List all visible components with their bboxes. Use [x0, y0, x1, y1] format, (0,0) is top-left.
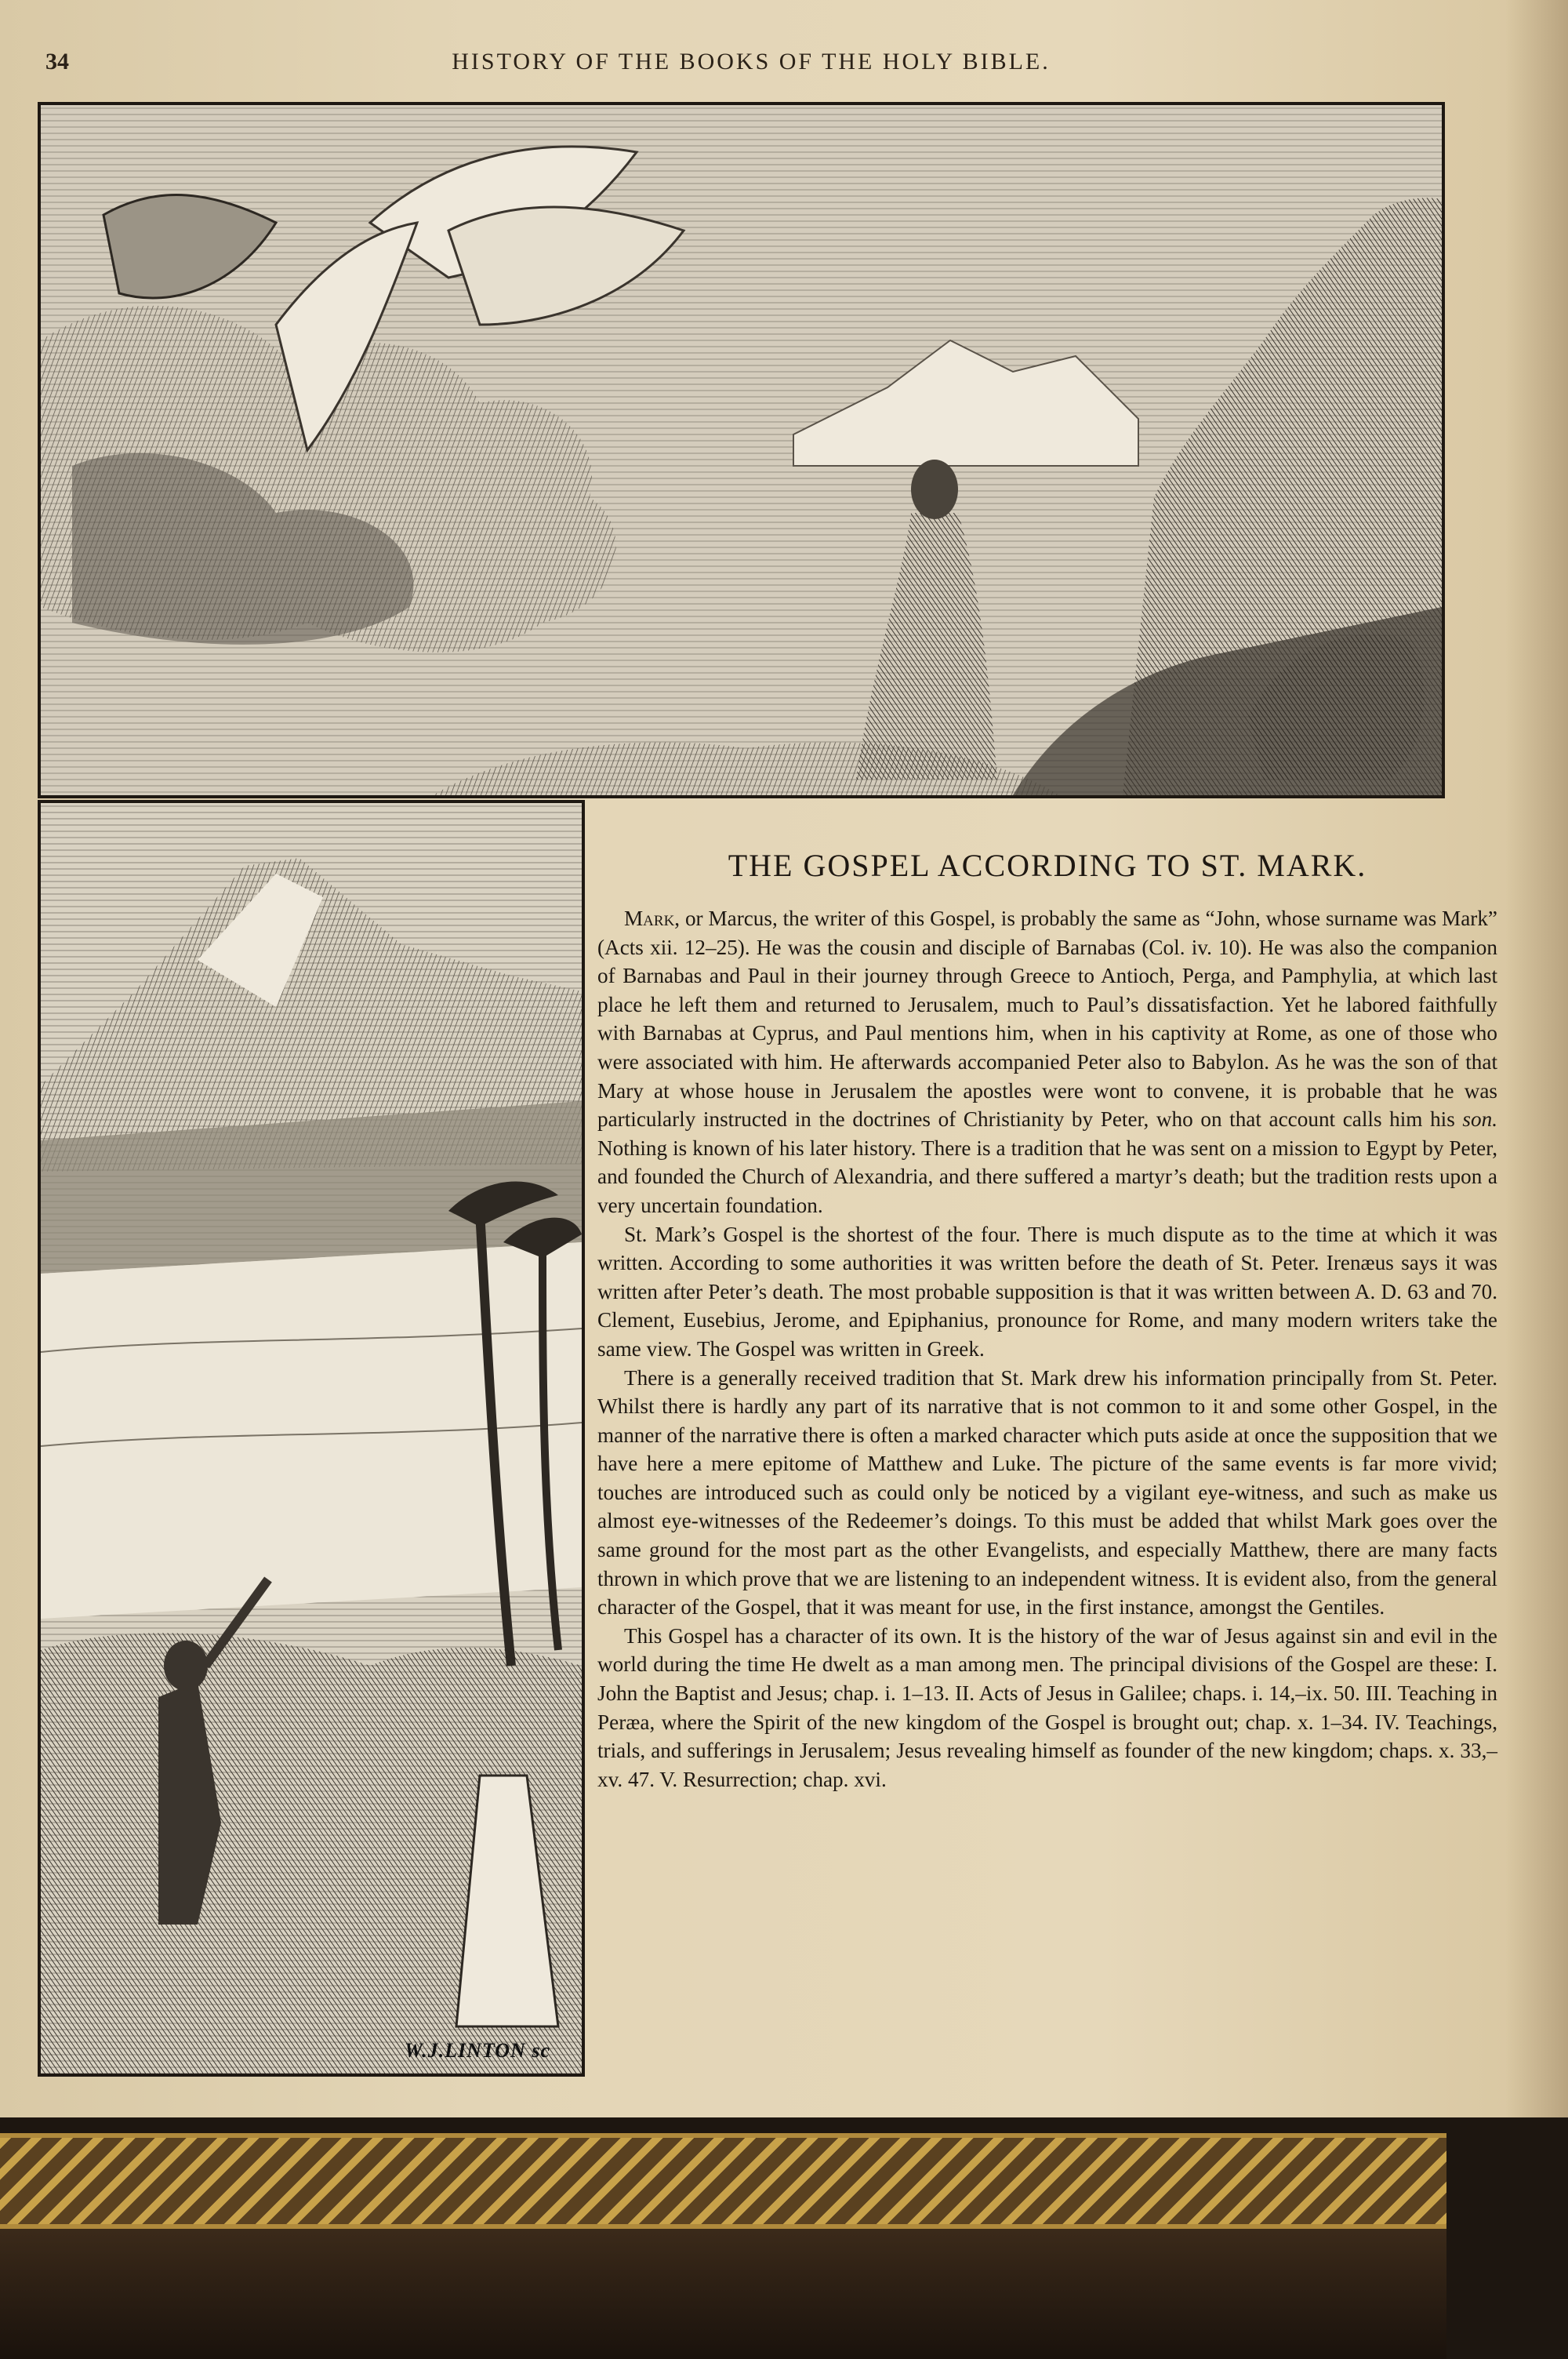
- article-column: [597, 847, 1497, 2055]
- engraver-signature: W.J.LINTON sc: [404, 2039, 550, 2062]
- running-head: [38, 49, 1465, 80]
- top-engraving: [38, 102, 1445, 798]
- page-number: 34: [45, 49, 69, 75]
- engraving-lake-preaching-icon: [41, 803, 582, 2074]
- left-engraving: [38, 800, 585, 2077]
- running-head-title: HISTORY OF THE BOOKS OF THE HOLY BIBLE.: [452, 49, 1051, 75]
- paragraph-4: This Gospel has a character of its own. It is the history of the war of Jesus against sin and evil in the world during the time He dwelt as a man among men. The principal divisions of the Gospel are these: I. John the Baptist and Jesus; chap. i. 1–13. II. Acts of Jesus in Galilee; chaps. i. 14,–ix. 50. III. Teaching in Peræa, where the Spirit of the new kingdom of the Gospel is brought out; chap. x. 1–34. IV. Teachings, trials, and sufferings in Jerusalem; Jesus revealing himself as founder of the new kingdom; chaps. x. 33,–xv. 47. V. Resurrection; chap. xvi.: [597, 1623, 1497, 1791]
- paragraph-2: St. Mark’s Gospel is the shortest of the four. There is much dispute as to the time at which it was written. According to some authorities it was written before the death of St. Peter. Irenæus says it was written after Peter’s death. The most probable supposition is that it was written between A. D. 63 and 70. Clement, Eusebius, Jerome, and Epiphanius, pronounce for Rome, and many modern writers take the same view. The Gospel was written in Greek.: [597, 1222, 1497, 1361]
- paragraph-3: There is a generally received tradition that St. Mark drew his information principally from St. Peter. Whilst there is hardly any part of its narrative that is not common to it and some other Gospel, in the manner of the narrative there is often a marked character which puts aside at once the supposition that we have here a mere epitome of Matthew and Luke. The picture of the same events is far more vivid; touches are introduced such as could only be noticed by a vigilant eye-witness, and such as make us almost eye-witnesses of the Redeemer’s doings. To this must be added that whilst Mark goes over the same ground for the most part as the other Evangelists, and especially Matthew, there are many facts thrown in which prove that we are listening to an independent witness. It is evident also, from the general character of the Gospel, that it was meant for use, in the first instance, amongst the Gentiles.: [597, 1365, 1497, 1619]
- dropcap-lead: Mark: [624, 907, 675, 930]
- paragraph-1: Mark, or Marcus, the writer of this Gospel, is probably the same as “John, whose surname was Mark” (Acts xii. 12–25). He was the cousin and disciple of Barnabas (Col. iv. 10). He was also the companion of Barnabas and Paul in their journey through Greece to Antioch, Perga, and Pamphylia, at which last place he left them and returned to Jerusalem, much to Paul’s dissatisfaction. Yet he labored faithfully with Barnabas at Cyprus, and Paul mentions him, when in his captivity at Rome, as one of those who were associated with him. He afterwards accompanied Peter also to Babylon. As he was the son of that Mary at whose house in Jerusalem the apostles were wont to convene, it is probable that he was particularly instructed in the doctrines of Christianity by Peter, who on that account calls him his son. Nothing is known of his later history. There is a tradition that he was sent on a mission to Egypt by Peter, and founded the Church of Alexandria, and there suffered a martyr’s death; but the tradition rests upon a very uncertain foundation.: [597, 907, 1497, 1217]
- gilt-border-band: [0, 2133, 1446, 2229]
- article-title: THE GOSPEL ACCORDING TO ST. MARK.: [728, 848, 1367, 883]
- engraving-temptation-icon: [41, 105, 1442, 795]
- cover-lower: [0, 2229, 1446, 2359]
